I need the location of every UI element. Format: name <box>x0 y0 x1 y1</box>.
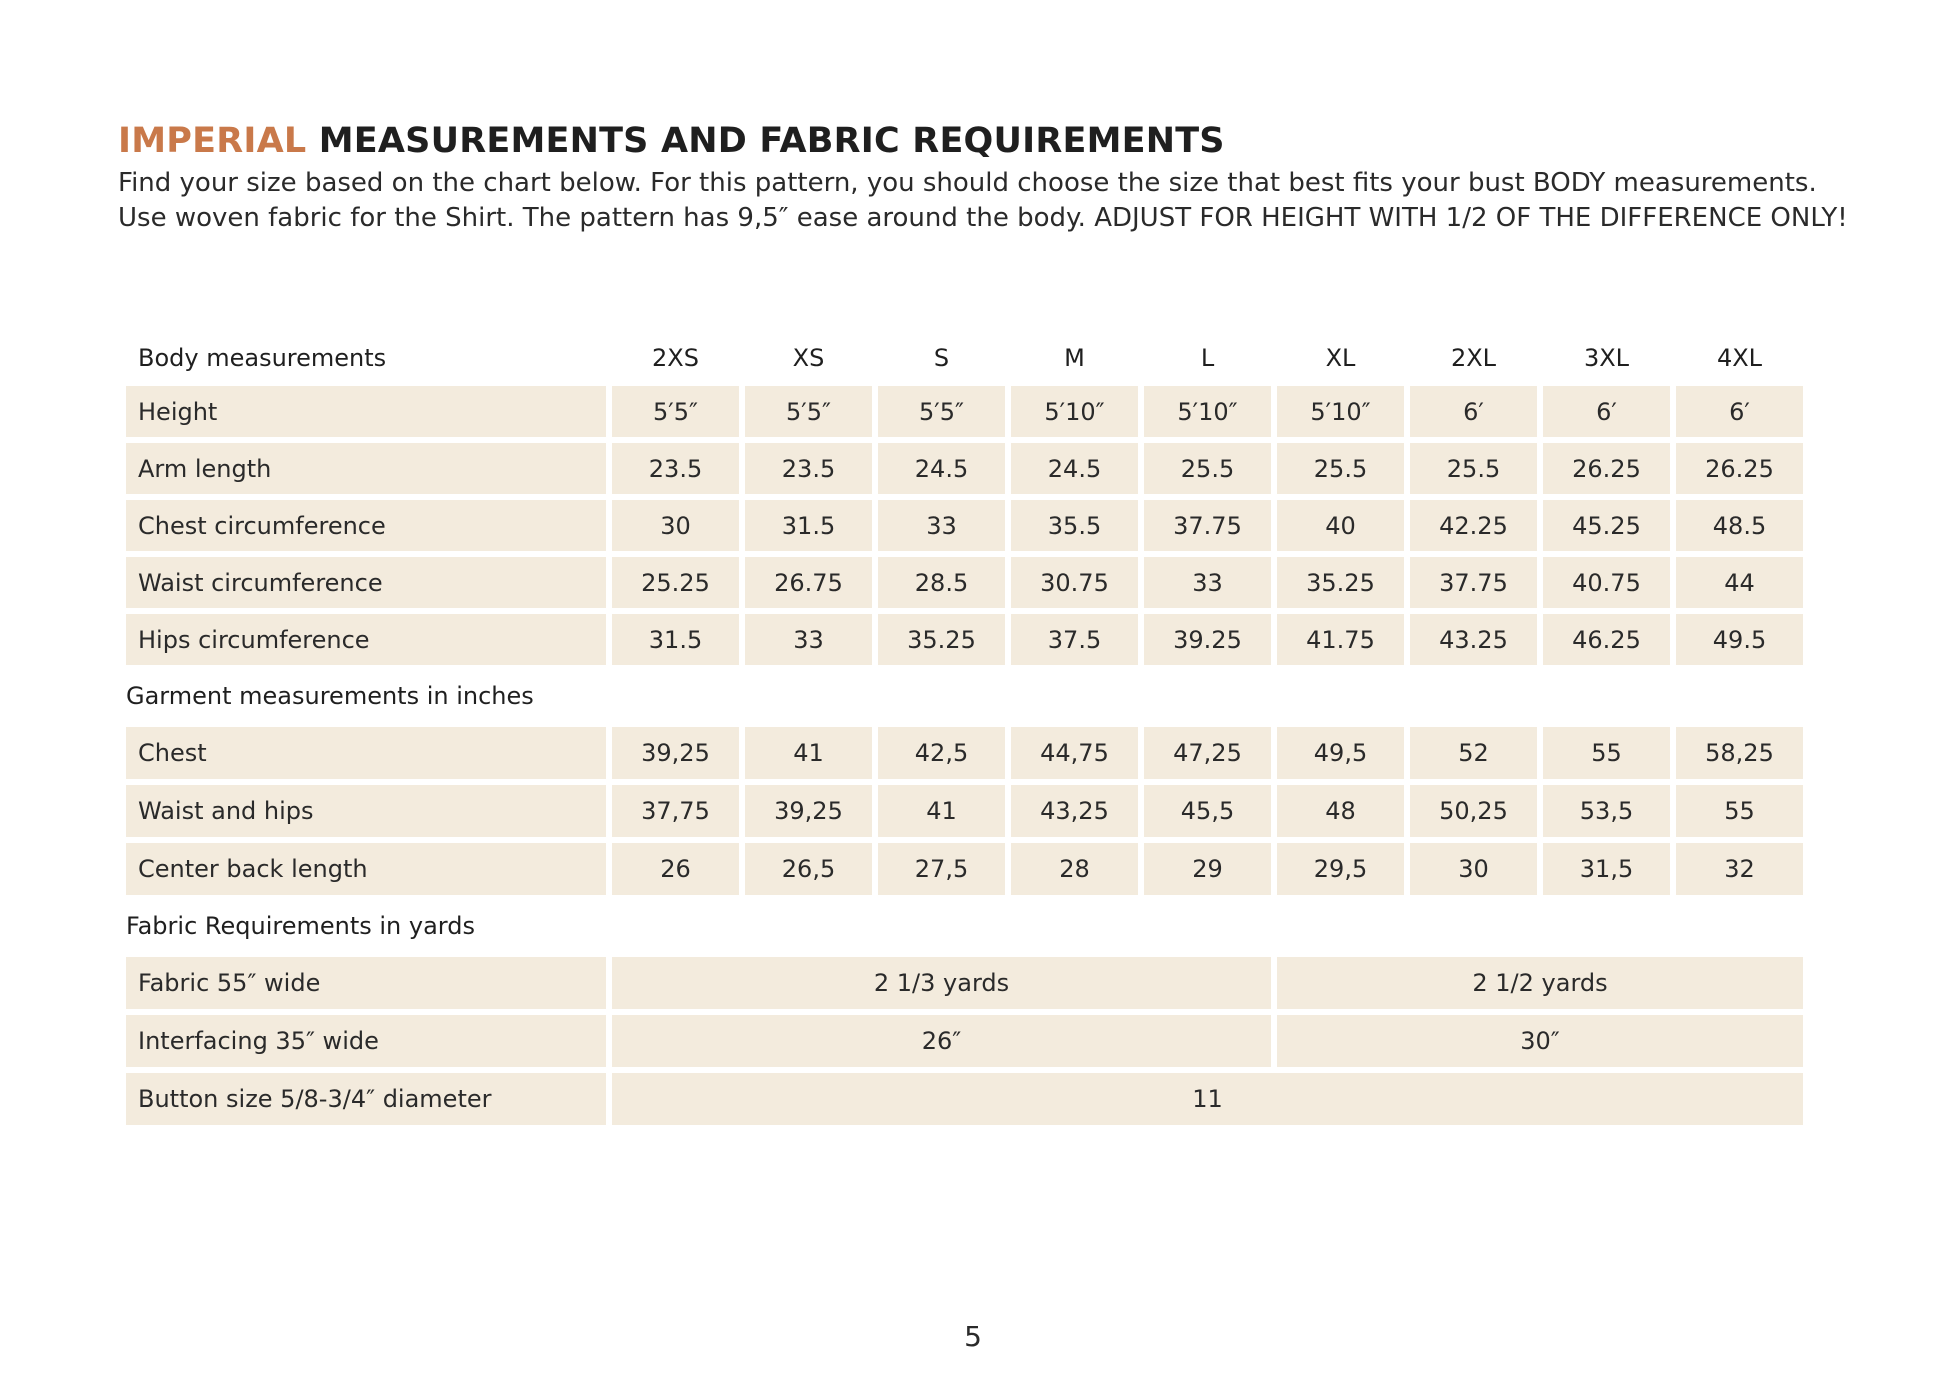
row-label: Arm length <box>126 443 606 494</box>
table-cell: 26 <box>612 843 739 895</box>
row-label: Waist and hips <box>126 785 606 837</box>
table-cell: 53,5 <box>1543 785 1670 837</box>
table-cell: 58,25 <box>1676 727 1803 779</box>
table-row <box>126 443 1803 494</box>
page-title <box>118 121 1225 161</box>
table-cell: 48 <box>1277 785 1404 837</box>
table-cell: 28 <box>1011 843 1138 895</box>
title-accent: IMPERIAL <box>118 121 307 161</box>
row-label: Fabric 55″ wide <box>126 957 606 1009</box>
page-number: 5 <box>964 1320 982 1353</box>
table-cell: 44 <box>1676 557 1803 608</box>
size-chart-table <box>120 330 1809 1131</box>
size-header: M <box>1064 344 1085 372</box>
table-row <box>126 557 1803 608</box>
interfacing-amount-small-sizes: 26″ <box>612 1015 1271 1067</box>
table-row <box>126 614 1803 665</box>
table-cell: 25.25 <box>612 557 739 608</box>
table-cell: 5′10″ <box>1277 386 1404 437</box>
table-cell: 23.5 <box>612 443 739 494</box>
table-cell: 43.25 <box>1410 614 1537 665</box>
size-header: 2XL <box>1450 344 1497 372</box>
table-cell: 55 <box>1543 727 1670 779</box>
table-cell: 30 <box>1410 843 1537 895</box>
table-cell: 24.5 <box>1011 443 1138 494</box>
table-cell: 31.5 <box>745 500 872 551</box>
table-cell: 6′ <box>1410 386 1537 437</box>
table-cell: 48.5 <box>1676 500 1803 551</box>
table-cell: 31.5 <box>612 614 739 665</box>
intro-line-1: Find your size based on the chart below. For this pattern, you should choose the size that best fits your bust BODY measurements. <box>118 168 1817 198</box>
size-header: 4XL <box>1716 344 1763 372</box>
table-row <box>126 386 1803 437</box>
table-cell: 33 <box>745 614 872 665</box>
table-cell: 47,25 <box>1144 727 1271 779</box>
table-cell: 35.5 <box>1011 500 1138 551</box>
table-cell: 5′5″ <box>878 386 1005 437</box>
table-cell: 46.25 <box>1543 614 1670 665</box>
row-label: Chest <box>126 727 606 779</box>
title-rest: MEASUREMENTS AND FABRIC REQUIREMENTS <box>306 121 1225 161</box>
table-cell: 27,5 <box>878 843 1005 895</box>
table-cell: 39,25 <box>745 785 872 837</box>
table-cell: 5′10″ <box>1144 386 1271 437</box>
table-cell: 5′10″ <box>1011 386 1138 437</box>
table-cell: 30 <box>612 500 739 551</box>
table-row <box>126 1073 1803 1125</box>
table-cell: 39.25 <box>1144 614 1271 665</box>
table-row <box>126 957 1803 1009</box>
table-cell: 43,25 <box>1011 785 1138 837</box>
row-label: Center back length <box>126 843 606 895</box>
row-label: Waist circumference <box>126 557 606 608</box>
table-cell: 37.5 <box>1011 614 1138 665</box>
table-cell: 35.25 <box>1277 557 1404 608</box>
table-row <box>126 500 1803 551</box>
table-cell: 45,5 <box>1144 785 1271 837</box>
table-cell: 40.75 <box>1543 557 1670 608</box>
table-cell: 26.25 <box>1676 443 1803 494</box>
row-label: Button size 5/8-3/4″ diameter <box>126 1073 606 1125</box>
table-cell: 45.25 <box>1543 500 1670 551</box>
table-cell: 41.75 <box>1277 614 1404 665</box>
size-header: XS <box>792 344 825 372</box>
table-cell: 5′5″ <box>745 386 872 437</box>
interfacing-amount-large-sizes: 30″ <box>1277 1015 1803 1067</box>
table-cell: 50,25 <box>1410 785 1537 837</box>
table-cell: 37.75 <box>1144 500 1271 551</box>
table-cell: 39,25 <box>612 727 739 779</box>
table-cell: 33 <box>878 500 1005 551</box>
row-label: Interfacing 35″ wide <box>126 1015 606 1067</box>
table-cell: 29 <box>1144 843 1271 895</box>
fabric-amount-small-sizes: 2 1/3 yards <box>612 957 1271 1009</box>
table-cell: 6′ <box>1543 386 1670 437</box>
table-cell: 26.25 <box>1543 443 1670 494</box>
table-cell: 37,75 <box>612 785 739 837</box>
table-cell: 23.5 <box>745 443 872 494</box>
fabric-requirements-heading: Fabric Requirements in yards <box>126 912 475 940</box>
table-cell: 30.75 <box>1011 557 1138 608</box>
table-cell: 31,5 <box>1543 843 1670 895</box>
size-header: S <box>933 344 950 372</box>
table-row <box>126 843 1803 895</box>
table-cell: 35.25 <box>878 614 1005 665</box>
table-cell: 42,5 <box>878 727 1005 779</box>
size-header: XL <box>1325 344 1356 372</box>
size-header: L <box>1200 344 1215 372</box>
section-row <box>126 671 1803 721</box>
table-cell: 37.75 <box>1410 557 1537 608</box>
table-cell: 40 <box>1277 500 1404 551</box>
table-cell: 32 <box>1676 843 1803 895</box>
table-cell: 44,75 <box>1011 727 1138 779</box>
size-header-row <box>126 336 1803 380</box>
table-cell: 49.5 <box>1676 614 1803 665</box>
table-cell: 49,5 <box>1277 727 1404 779</box>
table-cell: 26.75 <box>745 557 872 608</box>
table-row <box>126 785 1803 837</box>
row-label: Height <box>126 386 606 437</box>
size-header: 3XL <box>1583 344 1630 372</box>
row-label: Chest circumference <box>126 500 606 551</box>
table-cell: 6′ <box>1676 386 1803 437</box>
table-cell: 25.5 <box>1410 443 1537 494</box>
intro-text <box>118 166 1848 236</box>
intro-line-2: Use woven fabric for the Shirt. The pattern has 9,5″ ease around the body. ADJUST FOR HEIGHT WITH 1/2 OF THE DIFFERENCE ONLY! <box>118 203 1848 233</box>
table-cell: 33 <box>1144 557 1271 608</box>
table-cell: 25.5 <box>1144 443 1271 494</box>
button-count-all-sizes: 11 <box>612 1073 1803 1125</box>
table-cell: 25.5 <box>1277 443 1404 494</box>
table-row <box>126 727 1803 779</box>
table-cell: 26,5 <box>745 843 872 895</box>
table-cell: 55 <box>1676 785 1803 837</box>
table-row <box>126 1015 1803 1067</box>
garment-measurements-heading: Garment measurements in inches <box>126 682 534 710</box>
table-cell: 42.25 <box>1410 500 1537 551</box>
table-cell: 41 <box>878 785 1005 837</box>
table-cell: 5′5″ <box>612 386 739 437</box>
body-measurements-heading: Body measurements <box>138 344 387 372</box>
table-cell: 41 <box>745 727 872 779</box>
row-label: Hips circumference <box>126 614 606 665</box>
size-header: 2XS <box>652 344 699 372</box>
fabric-amount-large-sizes: 2 1/2 yards <box>1277 957 1803 1009</box>
table-cell: 24.5 <box>878 443 1005 494</box>
section-row <box>126 901 1803 951</box>
table-cell: 52 <box>1410 727 1537 779</box>
table-cell: 29,5 <box>1277 843 1404 895</box>
table-cell: 28.5 <box>878 557 1005 608</box>
